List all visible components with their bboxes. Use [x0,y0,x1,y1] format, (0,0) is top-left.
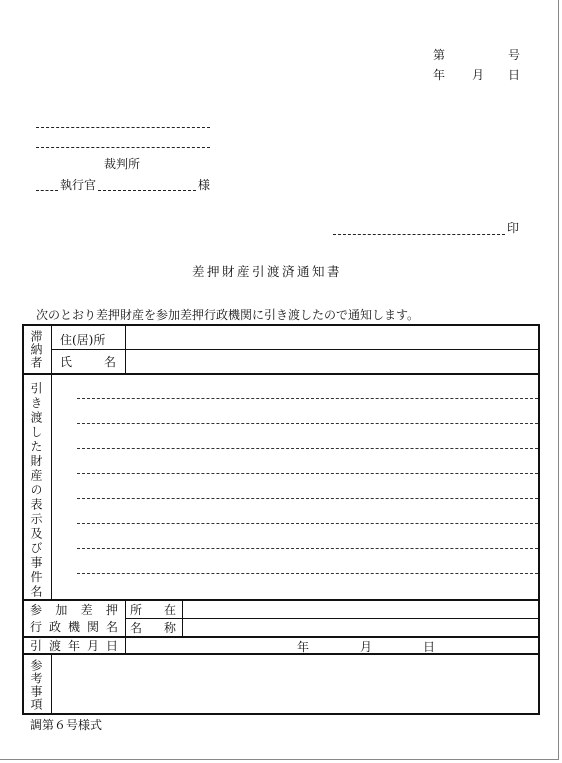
agency-name-field[interactable] [184,619,537,635]
location-char-1: 所 [130,602,143,617]
seal-label: 印 [507,221,520,235]
delivery-year: 年 [297,640,310,654]
addressee-line-1[interactable] [36,127,210,128]
year-label: 年 [433,68,446,82]
officer-line-left[interactable] [36,190,58,191]
agency-char-2: 加 [55,602,68,617]
court-suffix: 裁判所 [104,157,141,171]
location-char-2: 在 [163,602,176,617]
agency-char-5: 行 [30,619,43,634]
officer-title: 執行官 [60,178,97,192]
delivery-char-3: 年 [67,638,80,653]
property-rule-4[interactable] [77,473,538,474]
property-rule-5[interactable] [77,498,538,499]
property-label: 引き渡した財産の表示及び事件名 [29,382,43,600]
delivery-char-4: 月 [86,638,99,653]
vline-remarks [51,654,52,715]
agency-char-7: 機 [67,619,80,634]
line-date-bottom [24,653,538,655]
remarks-label: 参考事項 [29,659,43,711]
agency-char-1: 参 [30,602,43,617]
vline-delinquent-label [125,326,126,374]
issuer-line[interactable] [333,234,505,235]
delivery-char-1: 引 [30,638,43,653]
remarks-field[interactable] [54,656,537,713]
agency-char-8: 関 [86,619,99,634]
name-label-1: 氏 [60,354,73,369]
agency-name-char-1: 名 [130,620,143,635]
agency-name-label [130,620,176,634]
delivery-day: 日 [423,640,436,654]
location-label [130,602,176,616]
agency-char-4: 押 [105,602,118,617]
agency-char-6: 政 [48,619,61,634]
number-suffix: 号 [508,48,521,62]
agency-char-3: 差 [80,602,93,617]
vline-delinquent [51,326,52,374]
delivery-month: 月 [360,640,373,654]
name-field[interactable] [127,351,537,372]
number-label: 第 [433,48,446,62]
name-label-2: 名 [103,354,116,369]
delivery-date-label [30,638,118,652]
delivery-char-5: 日 [105,638,118,653]
month-label: 月 [472,68,485,82]
vline-property [51,374,52,599]
delivery-char-2: 渡 [48,638,61,653]
address-label: 住(居)所 [60,333,106,347]
property-rule-1[interactable] [77,398,538,399]
vline-agency-sub [182,600,183,636]
property-rule-7[interactable] [77,548,538,549]
delinquent-label: 滞納者 [29,330,43,369]
delivery-date-field[interactable] [127,637,537,653]
intro-text: 次のとおり差押財産を参加差押行政機関に引き渡したので通知します。 [36,308,420,322]
property-rule-8[interactable] [77,573,538,574]
document-title: 差押財産引渡済通知書 [192,264,343,279]
name-label [60,354,116,368]
property-rule-6[interactable] [77,523,538,524]
form-table [22,324,540,715]
vline-agency [125,600,126,653]
property-rule-2[interactable] [77,423,538,424]
agency-label-row1 [30,602,118,616]
addressee-line-2[interactable] [36,147,210,148]
honorific: 様 [198,178,211,192]
property-rule-3[interactable] [77,448,538,449]
agency-char-9: 名 [105,619,118,634]
day-label: 日 [508,68,521,82]
agency-label-row2 [30,619,118,633]
line-delinquent-bottom [24,373,538,375]
address-field[interactable] [127,328,537,348]
officer-line-right[interactable] [98,190,196,191]
form-code: 調第６号様式 [30,718,103,732]
agency-name-char-2: 称 [163,620,176,635]
location-field[interactable] [184,601,537,617]
